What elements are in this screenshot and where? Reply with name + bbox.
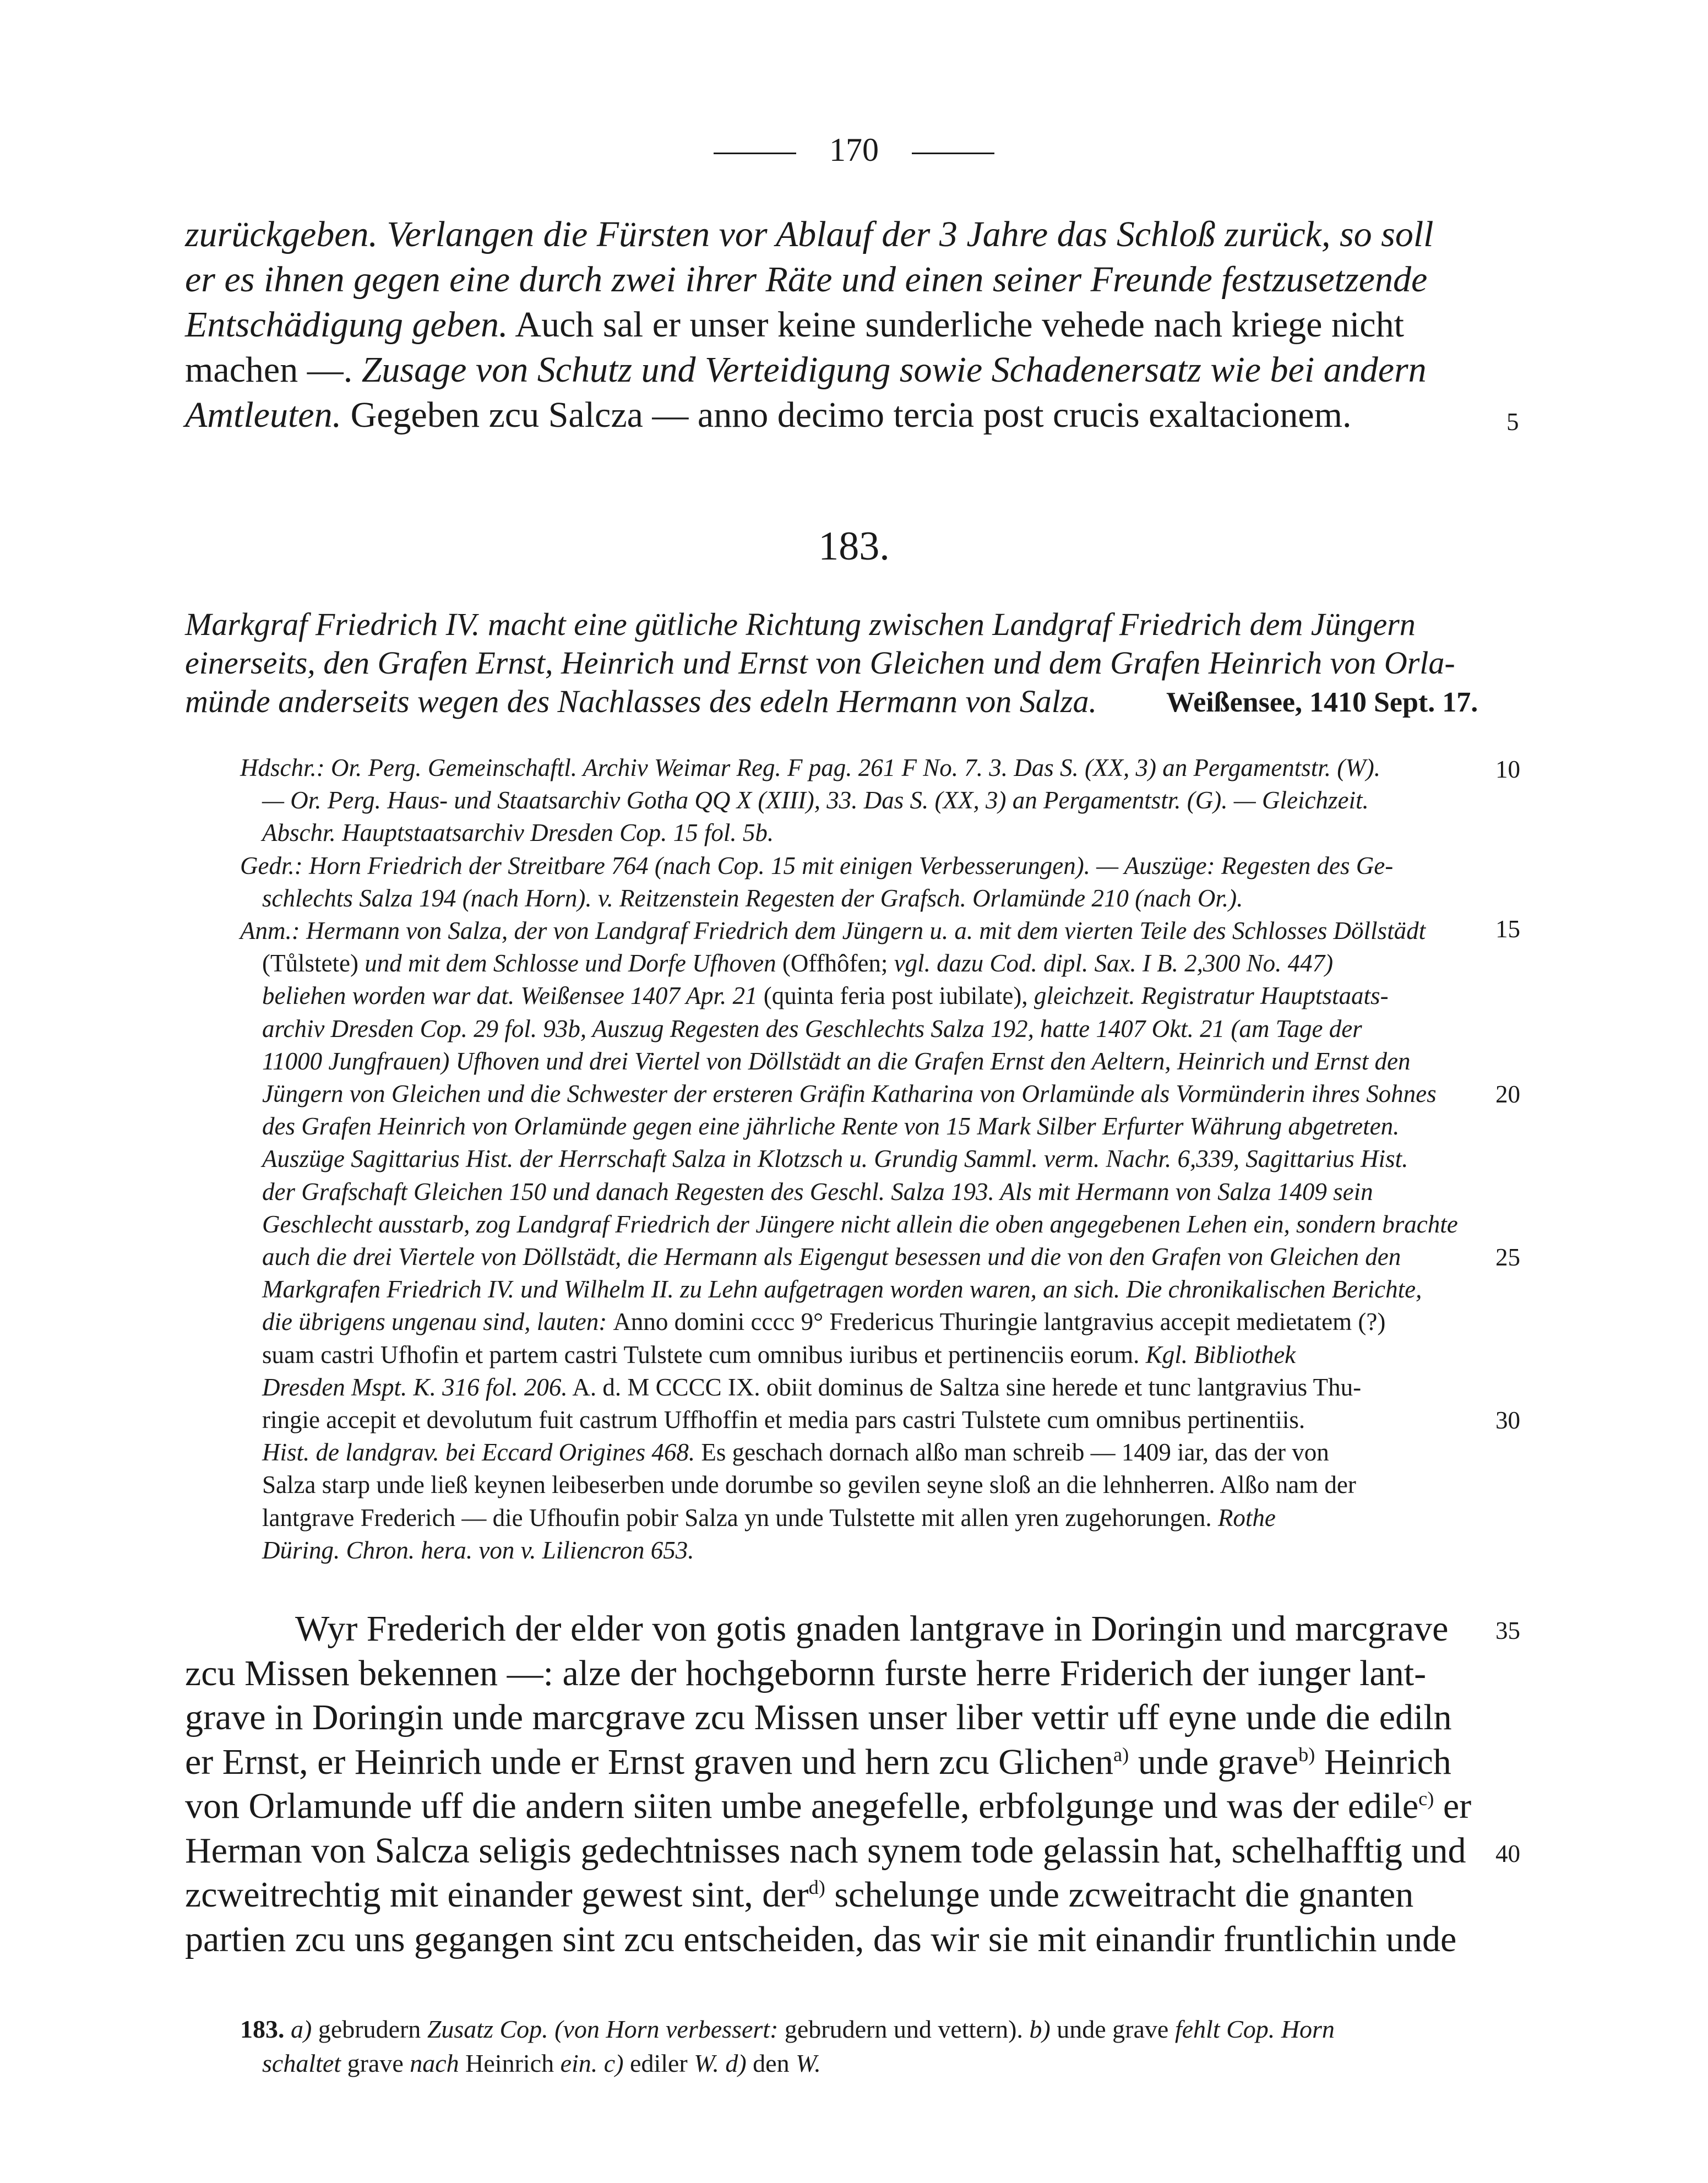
regest-line-2: einerseits, den Grafen Ernst, Heinrich und Ernst von Gleichen und dem Grafen Heinrich von Orla- (185, 645, 1455, 681)
note-line-2: — Or. Perg. Haus- und Staatsarchiv Gotha QQ X (XIII), 33. Das S. (XX, 3) an Pergamentstr. (G). — Gleichzeit. (262, 786, 1369, 814)
footnote-line-2: schaltet grave nach Heinrich ein. c) ediler W. d) den W. (262, 2049, 821, 2077)
note-line-15: Geschlecht ausstarb, zog Landgraf Friedrich der Jüngere nicht allein die oben angegebenen Lehen ein, sondern brachte (262, 1210, 1458, 1238)
footnote-line-1: 183. a) gebrudern Zusatz Cop. (von Horn verbessert: gebrudern und vettern). b) unde grave fehlt Cop. Horn (240, 2015, 1335, 2043)
document-number: 183. (818, 524, 890, 569)
note-line-6: Anm.: Hermann von Salza, der von Landgraf Friedrich dem Jüngern u. a. mit dem vierten Teile des Schlosses Döllstädt (240, 917, 1426, 944)
note-line-16: auch die drei Viertele von Döllstädt, die Hermann als Eigengut besessen und die von den Grafen von Gleichen den (262, 1243, 1401, 1270)
line-number-25: 25 (1495, 1243, 1520, 1271)
page-header (0, 131, 1708, 169)
note-line-3: Abschr. Hauptstaatsarchiv Dresden Cop. 15 fol. 5b. (262, 819, 774, 846)
line-number-30: 30 (1495, 1407, 1520, 1434)
page-number: 170 (829, 132, 879, 168)
note-line-8: beliehen worden war dat. Weißensee 1407 Apr. 21 (quinta feria post iubilate), gleichzeit. Registratur Hauptstaats- (262, 982, 1389, 1009)
note-line-24: lantgrave Frederich — die Ufhoufin pobir Salza yn unde Tulstette mit allen yren zugehorungen. Rothe (262, 1504, 1276, 1532)
note-line-20: Dresden Mspt. K. 316 fol. 206. A. d. M CCCC IX. obiit dominus de Saltza sine herede et tunc lantgravius Thu- (262, 1373, 1362, 1401)
line-number-20: 20 (1495, 1080, 1520, 1108)
main-line-3: grave in Doringin unde marcgrave zcu Missen unser liber vettir uff eyne unde die ediln (185, 1697, 1452, 1737)
note-line-11: Jüngern von Gleichen und die Schwester der ersteren Gräfin Katharina von Orlamünde als Vormünderin ihres Sohnes (262, 1080, 1437, 1107)
top-line-5: Amtleuten. Gegeben zcu Salcza — anno decimo tercia post crucis exaltacionem. (185, 395, 1352, 435)
header-dash-right (912, 153, 994, 154)
note-line-4: Gedr.: Horn Friedrich der Streitbare 764 (nach Cop. 15 mit einigen Verbesserungen). — Auszüge: Regesten des Ge- (240, 852, 1394, 879)
top-line-4: machen —. Zusage von Schutz und Verteidigung sowie Schadenersatz wie bei andern (185, 350, 1427, 390)
line-number-5: 5 (1506, 408, 1519, 436)
note-line-9: archiv Dresden Cop. 29 fol. 93b, Auszug Regesten des Geschlechts Salza 192, hatte 1407 Okt. 21 (am Tage der (262, 1015, 1362, 1042)
header-dash-left (714, 153, 796, 154)
note-line-13: Auszüge Sagittarius Hist. der Herrschaft Salza in Klotzsch u. Grundig Samml. verm. Nachr. 6,339, Sagittarius Hist. (262, 1145, 1408, 1172)
top-line-3: Entschädigung geben. Auch sal er unser keine sunderliche vehede nach kriege nicht (185, 305, 1404, 345)
main-line-6: Herman von Salcza seligis gedechtnisses nach synem tode gelassin hat, schelhafftig und (185, 1831, 1466, 1871)
note-line-7: (Tůlstete) und mit dem Schlosse und Dorfe Ufhoven (Offhôfen; vgl. dazu Cod. dipl. Sax. I B. 2,300 No. 447) (262, 949, 1334, 977)
top-line-2: er es ihnen gegen eine durch zwei ihrer Räte und einen seiner Freunde festzusetzende (185, 259, 1428, 300)
note-line-5: schlechts Salza 194 (nach Horn). v. Reitzenstein Regesten der Grafsch. Orlamünde 210 (nach Or.). (262, 884, 1243, 912)
line-number-40: 40 (1495, 1840, 1520, 1867)
note-line-18: die übrigens ungenau sind, lauten: Anno domini cccc 9° Fredericus Thuringie lantgravius accepit medietatem (?) (262, 1308, 1386, 1335)
note-line-10: 11000 Jungfrauen) Ufhoven und drei Viertel von Döllstädt an die Grafen Ernst den Aeltern, Heinrich und Ernst den (262, 1047, 1411, 1075)
note-line-25: Düring. Chron. hera. von v. Liliencron 653. (262, 1536, 694, 1564)
place-date: Weißensee, 1410 Sept. 17. (1166, 687, 1478, 718)
note-line-23: Salza starp unde ließ keynen leibeserben unde dorumbe so gevilen seyne sloß an die lehnherren. Alßo nam der (262, 1471, 1356, 1498)
line-number-35: 35 (1495, 1617, 1520, 1644)
main-line-5: von Orlamunde uff die andern siiten umbe anegefelle, erbfolgunge und was der edile$^{c)}$ er (185, 1786, 1472, 1826)
main-line-7: zcweitrechtig mit einander gewest sint, der$^{d)}$ schelunge unde zcweitracht die gnanten (185, 1875, 1414, 1915)
main-line-1: Wyr Frederich der elder von gotis gnaden lantgrave in Doringin und marcgrave (295, 1609, 1449, 1649)
note-line-21: ringie accepit et devolutum fuit castrum Uffhoffin et media pars castri Tulstete cum omnibus pertinentiis. (262, 1406, 1306, 1433)
line-number-10: 10 (1495, 756, 1520, 783)
line-number-15: 15 (1495, 915, 1520, 943)
note-line-19: suam castri Ufhofin et partem castri Tulstete cum omnibus iuribus et pertinenciis eorum. Kgl. Bibliothek (262, 1341, 1296, 1369)
note-line-14: der Grafschaft Gleichen 150 und danach Regesten des Geschl. Salza 193. Als mit Hermann von Salza 1409 sein (262, 1178, 1373, 1205)
regest-line-1: Markgraf Friedrich IV. macht eine gütliche Richtung zwischen Landgraf Friedrich dem Jüngern (185, 606, 1416, 642)
note-line-17: Markgrafen Friedrich IV. und Wilhelm II. zu Lehn aufgetragen worden waren, an sich. Die chronikalischen Berichte, (262, 1275, 1422, 1303)
main-line-4: er Ernst, er Heinrich unde er Ernst graven und hern zcu Glichen$^{a)}$ unde grave$^{b)}$ Heinrich (185, 1742, 1451, 1782)
main-line-2: zcu Missen bekennen —: alze der hochgebornn furste herre Friderich der iunger lant- (185, 1653, 1427, 1693)
regest-line-3: münde anderseits wegen des Nachlasses des edeln Hermann von Salza. (185, 683, 1097, 719)
note-line-22: Hist. de landgrav. bei Eccard Origines 468. Es geschach dornach alßo man schreib — 1409 iar, das der von (262, 1438, 1329, 1466)
note-line-1: Hdschr.: Or. Perg. Gemeinschaftl. Archiv Weimar Reg. F pag. 261 F No. 7. 3. Das S. (XX, 3) an Pergamentstr. (W). (240, 754, 1380, 781)
main-line-8: partien zcu uns gegangen sint zcu entscheiden, das wir sie mit einandir fruntlichin unde (185, 1919, 1457, 1959)
top-line-1: zurückgeben. Verlangen die Fürsten vor Ablauf der 3 Jahre das Schloß zurück, so soll (185, 214, 1434, 254)
note-line-12: des Grafen Heinrich von Orlamünde gegen eine jährliche Rente von 15 Mark Silber Erfurter Währung abgetreten. (262, 1112, 1400, 1140)
